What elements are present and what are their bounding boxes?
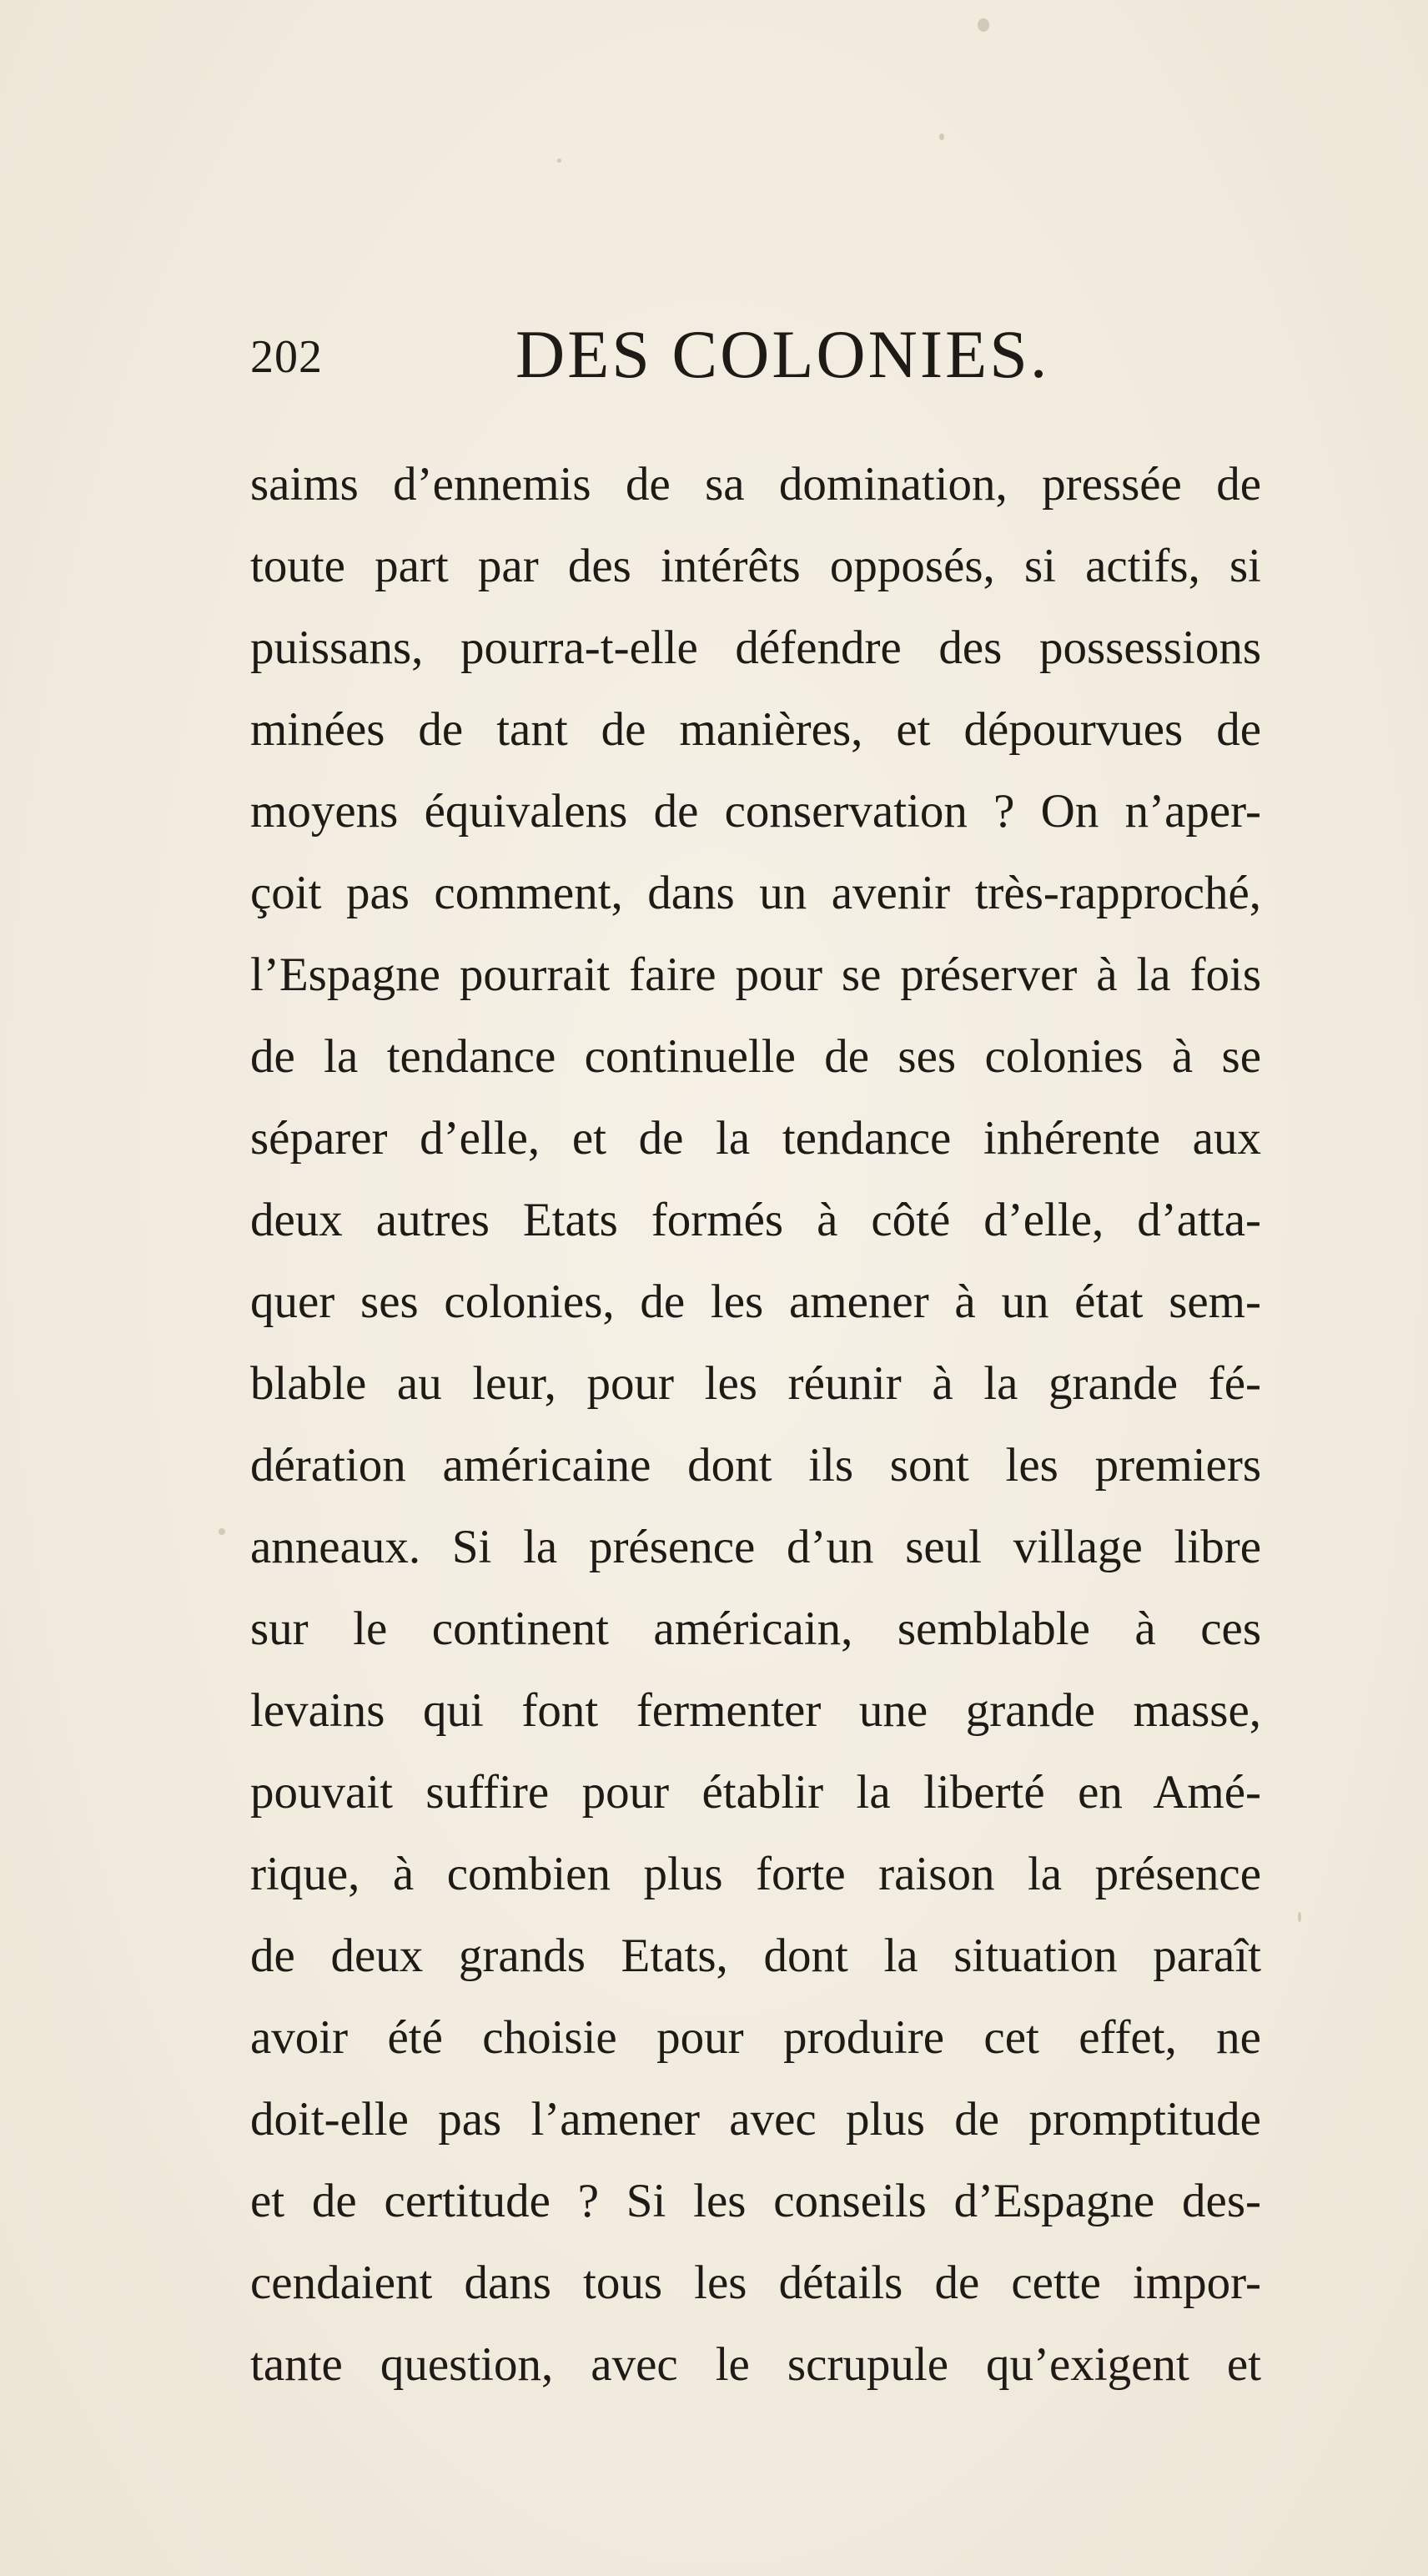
text-line: séparer d’elle, et de la tendance inhérente aux [250, 1112, 1261, 1165]
text-line: sur le continent américain, semblable à ces [250, 1602, 1261, 1655]
text-line: l’Espagne pourrait faire pour se préserver à la fois [250, 948, 1261, 1001]
text-line: pouvait suffire pour établir la liberté en Amé- [250, 1766, 1261, 1819]
text-line: puissans, pourra-t-elle défendre des possessions [250, 621, 1261, 674]
text-line: moyens équivalens de conservation ? On n’aper- [250, 785, 1261, 838]
text-line: avoir été choisie pour produire cet effet, ne [250, 2011, 1261, 2064]
text-line: dération américaine dont ils sont les premiers [250, 1439, 1261, 1492]
text-line: çoit pas comment, dans un avenir très-rapproché, [250, 867, 1261, 919]
paper-speck [1298, 1912, 1301, 1922]
body-text [250, 444, 1261, 2406]
paper-speck [978, 18, 989, 32]
text-line: anneaux. Si la présence d’un seul village libre [250, 1521, 1261, 1573]
paper-speck [939, 133, 944, 140]
text-line: de deux grands Etats, dont la situation paraît [250, 1929, 1261, 1982]
text-line: saims d’ennemis de sa domination, pressée de [250, 458, 1261, 511]
text-line: toute part par des intérêts opposés, si actifs, si [250, 540, 1261, 592]
text-line: levains qui font fermenter une grande masse, [250, 1684, 1261, 1737]
text-line: quer ses colonies, de les amener à un état sem- [250, 1275, 1261, 1328]
text-line: doit-elle pas l’amener avec plus de promptitude [250, 2093, 1261, 2146]
text-line: deux autres Etats formés à côté d’elle, d’atta- [250, 1194, 1261, 1246]
page-number: 202 [250, 331, 323, 383]
text-line: rique, à combien plus forte raison la présence [250, 1848, 1261, 1900]
paper-speck [219, 1528, 225, 1535]
text-line: blable au leur, pour les réunir à la grande fé- [250, 1357, 1261, 1410]
running-title: DES COLONIES. [515, 316, 1050, 392]
text-line: minées de tant de manières, et dépourvues de [250, 703, 1261, 756]
text-line: cendaient dans tous les détails de cette impor- [250, 2257, 1261, 2309]
page-header [250, 315, 1184, 399]
text-line: de la tendance continuelle de ses colonies à se [250, 1030, 1261, 1083]
paper-speck [557, 158, 561, 163]
text-line: tante question, avec le scrupule qu’exigent et [250, 2338, 1261, 2391]
text-line: et de certitude ? Si les conseils d’Espagne des- [250, 2175, 1261, 2227]
